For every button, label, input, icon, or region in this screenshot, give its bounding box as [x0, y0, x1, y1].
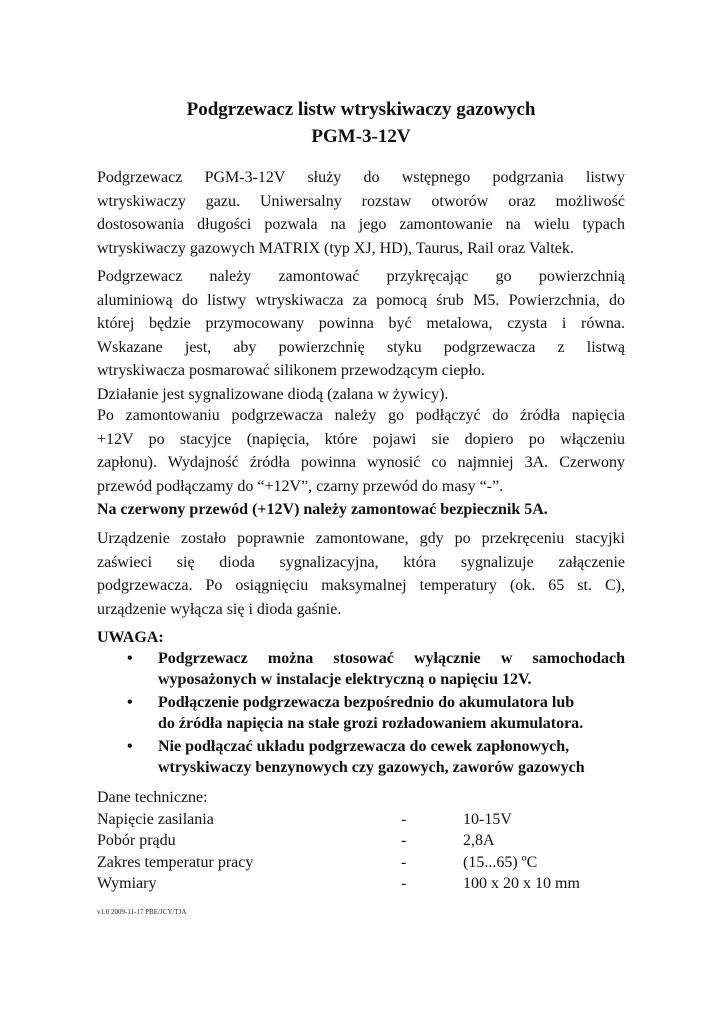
paragraph-operation [97, 527, 625, 621]
spec-value: 100 x 20 x 10 mm [463, 875, 580, 892]
paragraph-line: Wskazane jest, aby powierzchnię styku podgrzewacza z listwą [97, 338, 625, 356]
title-line-2: PGM-3-12V [311, 126, 411, 147]
spec-value: 10-15V [463, 810, 512, 828]
bullet-icon: • [127, 694, 133, 711]
paragraph-line: zapłonu). Wydajność źródła powinna wynosić co najmniej 3A. Czerwony [97, 454, 625, 471]
paragraph-line: zaświeci się dioda sygnalizacyjna, która sygnalizuje załączenie [97, 553, 625, 571]
warning-line: wtryskiwaczy benzynowych czy gazowych, zaworów gazowych [158, 759, 585, 776]
paragraph-line: wtryskiwaczy gazowych MATRIX (typ XJ, HD), Taurus, Rail oraz Valtek. [97, 239, 574, 257]
warning-line: do źródła napięcia na stałe grozi rozładowaniem akumulatora. [158, 715, 584, 732]
title-line-1: Podgrzewacz listw wtryskiwaczy gazowych [186, 99, 536, 120]
spec-dash: - [401, 810, 407, 828]
bullet-icon: • [127, 650, 133, 667]
spec-row [97, 809, 625, 831]
paragraph-connection [97, 404, 625, 522]
paragraph-line: podgrzewacza. Po osiągnięciu maksymalnej temperatury (ok. 65 st. C), [97, 577, 625, 594]
paragraph-line: Urządzenie zostało poprawnie zamontowane, gdy po przekręceniu stacyjki [97, 530, 625, 547]
bullet-icon: • [127, 738, 133, 755]
paragraph-line: Podgrzewacz należy zamontować przykręcając go powierzchnią [97, 268, 625, 285]
warning-item [97, 736, 625, 778]
paragraph-mounting [97, 265, 625, 406]
technical-data-heading: Dane techniczne: [97, 789, 208, 806]
warning-line: Podłączenie podgrzewacza bezpośrednio do akumulatora lub [158, 694, 575, 711]
spec-name: Wymiary [97, 875, 157, 892]
paragraph-line: +12V po stacyjce (napięcia, które pojawi sie dopiero po włączeniu [97, 430, 625, 448]
spec-row [97, 830, 625, 852]
spec-name: Napięcie zasilania [97, 810, 214, 828]
paragraph-line: wtryskiwacza posmarować silikonem przewodzącym ciepło. [97, 362, 485, 379]
warning-item [97, 648, 625, 690]
spec-name: Pobór prądu [97, 832, 176, 849]
paragraph-line: dostosowania długości pozwala na jego zamontowanie na wielu typach [97, 216, 625, 233]
paragraph-line: Podgrzewacz PGM-3-12V służy do wstępnego podgrzania listwy [97, 169, 625, 186]
version-footer: v1.0 2009-11-17 PBE/JCY/TJA [97, 908, 187, 916]
technical-data [97, 787, 625, 895]
paragraph-line: której będzie przymocowany powinna być metalowa, czysta i równa. [97, 315, 625, 332]
spec-value: (15...65) ºC [463, 853, 538, 871]
paragraph-line: przewód podłączamy do “+12V”, czarny przewód do masy “-”. [97, 477, 504, 495]
paragraph-line: Po zamontowaniu podgrzewacza należy go podłączyć do źródła napięcia [97, 407, 625, 424]
spec-dash: - [401, 853, 407, 871]
paragraph-line: wtryskiwaczy gazu. Uniwersalny rozstaw otworów oraz możliwość [97, 192, 625, 210]
document-title [97, 96, 625, 150]
paragraph-line: aluminiową do listwy wtryskiwacza za pomocą śrub M5. Powierzchnia, do [97, 291, 625, 309]
spec-row [97, 852, 625, 874]
warning-item [97, 692, 625, 734]
fuse-notice: Na czerwony przewód (+12V) należy zamontować bezpiecznik 5A. [97, 501, 548, 518]
spec-dash: - [401, 832, 407, 849]
paragraph-line: urządzenie wyłącza się i dioda gaśnie. [97, 600, 342, 618]
spec-name: Zakres temperatur pracy [97, 853, 254, 871]
warning-list [97, 648, 625, 780]
warning-heading: UWAGA: [97, 629, 164, 646]
warning-line: Nie podłączać układu podgrzewacza do cewek zapłonowych, [158, 738, 570, 755]
warning-line: Podgrzewacz można stosować wyłącznie w samochodach [158, 650, 625, 667]
paragraph-line: Działanie jest sygnalizowane diodą (zalana w żywicy). [97, 385, 449, 403]
warning-line: wyposażonych w instalacje elektryczną o napięciu 12V. [158, 671, 532, 688]
spec-value: 2,8A [463, 832, 495, 849]
spec-row [97, 873, 625, 895]
paragraph-intro [97, 166, 625, 260]
spec-dash: - [401, 875, 407, 892]
